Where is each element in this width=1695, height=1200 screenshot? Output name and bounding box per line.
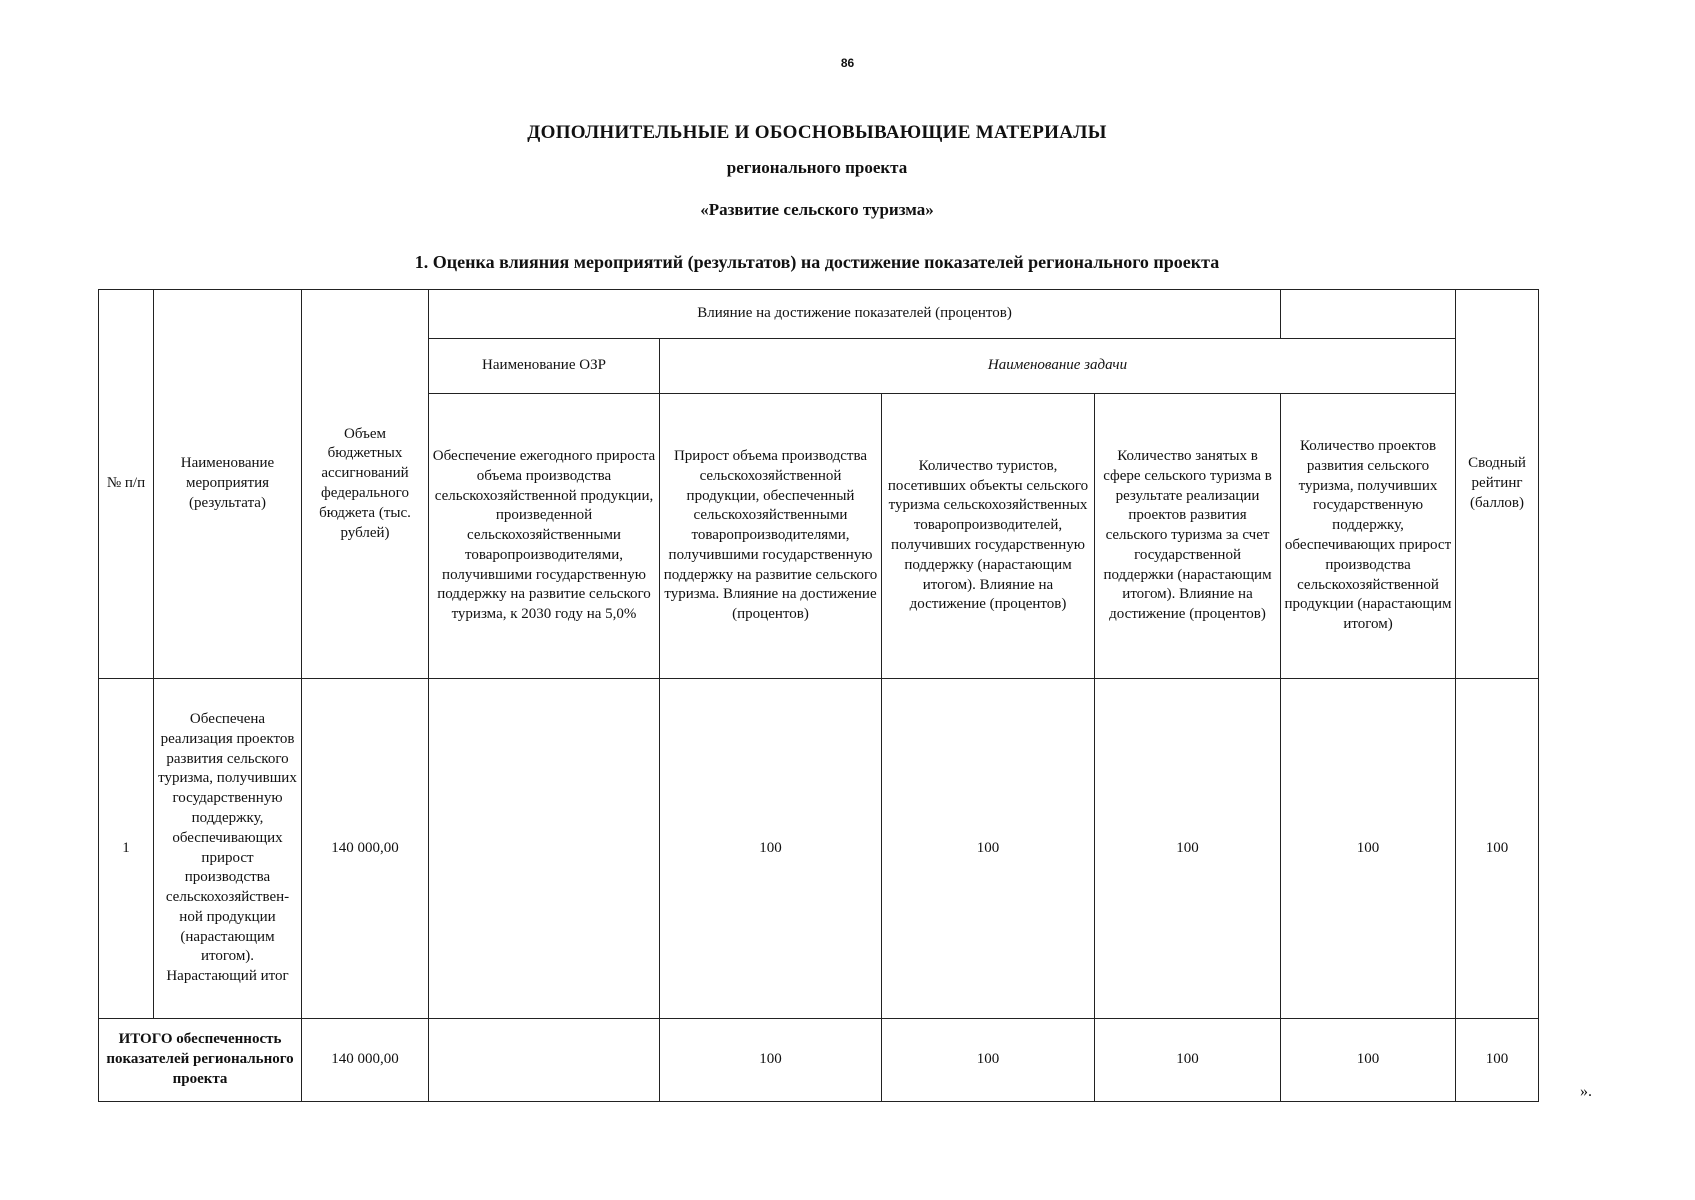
row-value-5: 100 [1281, 679, 1456, 1019]
total-value-1 [429, 1019, 660, 1102]
row-value-4: 100 [1095, 679, 1281, 1019]
page-number: 86 [840, 56, 855, 70]
table-row [99, 679, 1539, 1019]
impact-assessment-table [98, 289, 1539, 1102]
document-title: ДОПОЛНИТЕЛЬНЫЕ И ОБОСНОВЫВАЮЩИЕ МАТЕРИАЛЫ [527, 122, 1107, 143]
header-rating: Сводный рейтинг (баллов) [1456, 290, 1539, 679]
document-subtitle: регионального проекта [726, 158, 908, 177]
header-indicator-2: Прирост объема производства сельскохозяйственной продукции, обеспеченный сельскохозяйственными товаропроизводителями, получившими государственную поддержку на развитие сельского туризма. Влияние на достижение (процентов) [660, 394, 882, 679]
total-value-4: 100 [1095, 1019, 1281, 1102]
header-indicator-5: Количество проектов развития сельского туризма, получивших государственную поддержку, обеспечивающих прирост производства сельскохозяйственной продукции (нарастающим итогом) [1281, 394, 1456, 679]
header-budget: Объем бюджетных ассигнований федерального бюджета (тыс. рублей) [302, 290, 429, 679]
project-name: «Развитие сельского туризма» [700, 200, 934, 219]
header-indicator-3: Количество туристов, посетивших объекты сельского туризма сельскохозяйственных товаропроизводителей, получивших государственную поддержку (нарастающим итогом). Влияние на достижение (процентов) [882, 394, 1095, 679]
row-budget: 140 000,00 [302, 679, 429, 1019]
header-num: № п/п [99, 290, 154, 679]
header-empty-cell [1281, 290, 1456, 339]
total-rating: 100 [1456, 1019, 1539, 1102]
header-row-1 [99, 290, 1539, 339]
total-value-5: 100 [1281, 1019, 1456, 1102]
header-task-name: Наименование задачи [660, 339, 1456, 394]
total-value-2: 100 [660, 1019, 882, 1102]
row-value-1 [429, 679, 660, 1019]
total-budget: 140 000,00 [302, 1019, 429, 1102]
section-heading: 1. Оценка влияния мероприятий (результатов) на достижение показателей регионального проекта [414, 252, 1220, 272]
row-num: 1 [99, 679, 154, 1019]
total-label: ИТОГО обеспеченность показателей регионального проекта [99, 1019, 302, 1102]
row-activity-name: Обеспечена реализация проектов развития сельского туризма, получивших государственную поддержку, обеспечивающих прирост производства сельскохозяйствен-ной продукции (нарастающим итогом). Нарастающий итог [154, 679, 302, 1019]
row-value-3: 100 [882, 679, 1095, 1019]
header-activity-name: Наименование мероприятия (результата) [154, 290, 302, 679]
header-indicator-1: Обеспечение ежегодного прироста объема производства сельскохозяйственной продукции, произведенной сельскохозяйственными товаропроизводителями, получившими государственную поддержку на развитие сельского туризма, к 2030 году на 5,0% [429, 394, 660, 679]
total-value-3: 100 [882, 1019, 1095, 1102]
header-impact-group: Влияние на достижение показателей (процентов) [429, 290, 1281, 339]
header-indicator-4: Количество занятых в сфере сельского туризма в результате реализации проектов развития сельского туризма за счет государственной поддержки (нарастающим итогом). Влияние на достижение (процентов) [1095, 394, 1281, 679]
header-ozr-name: Наименование ОЗР [429, 339, 660, 394]
row-rating: 100 [1456, 679, 1539, 1019]
closing-quote: ». [1580, 1083, 1592, 1100]
row-value-2: 100 [660, 679, 882, 1019]
total-row [99, 1019, 1539, 1102]
